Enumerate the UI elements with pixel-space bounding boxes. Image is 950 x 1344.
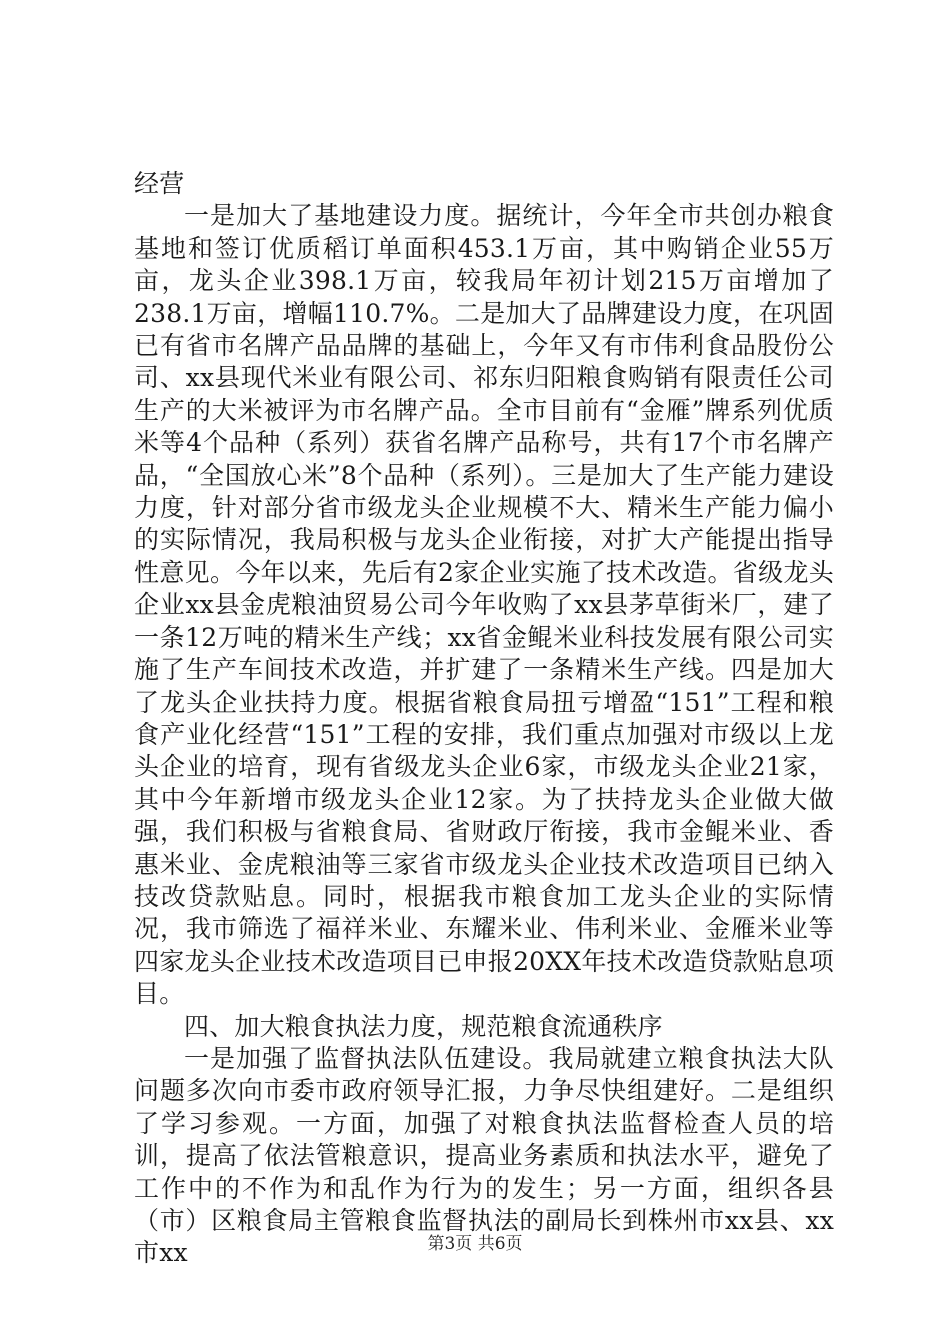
- paragraph-base-construction: 一是加大了基地建设力度。据统计，今年全市共创办粮食基地和签订优质稻订单面积453.1万亩，其中购销企业55万亩，龙头企业398.1万亩，较我局年初计划215万亩增加了238.1万亩，增幅110.7%。二是加大了品牌建设力度，在巩固已有省市名牌产品品牌的基础上，今年又有市伟利食品股份公司、xx县现代米业有限公司、祁东归阳粮食购销有限责任公司生产的大米被评为市名牌产品。全市目前有“金雁”牌系列优质米等4个品种（系列）获省名牌产品称号，共有17个市名牌产品，“全国放心米”8个品种（系列）。三是加大了生产能力建设力度，针对部分省市级龙头企业规模不大、精米生产能力偏小的实际情况，我局积极与龙头企业衔接，对扩大产能提出指导性意见。今年以来，先后有2家企业实施了技术改造。省级龙头企业xx县金虎粮油贸易公司今年收购了xx县茅草街米厂，建了一条12万吨的精米生产线；xx省金鲲米业科技发展有限公司实施了生产车间技术改造，并扩建了一条精米生产线。四是加大了龙头企业扶持力度。根据省粮食局扭亏增盈“151”工程和粮食产业化经营“151”工程的安排，我们重点加强对市级以上龙头企业的培育，现有省级龙头企业6家，市级龙头企业21家，其中今年新增市级龙头企业12家。为了扶持龙头企业做大做强，我们积极与省粮食局、省财政厅衔接，我市金鲲米业、香惠米业、金虎粮油等三家省市级龙头企业技术改造项目已纳入技改贷款贴息。同时，根据我市粮食加工龙头企业的实际情况，我市筛选了福祥米业、东耀米业、伟利米业、金雁米业等四家龙头企业技术改造项目已申报20XX年技术改造贷款贴息项目。: [134, 201, 834, 1009]
- paragraph-continuation: 经营: [134, 169, 185, 198]
- paragraph-supervision-team: 一是加强了监督执法队伍建设。我局就建立粮食执法大队问题多次向市委市政府领导汇报，力争尽快组建好。二是组织了学习参观。一方面，加强了对粮食执法监督检查人员的培训，提高了依法管粮意识，提高业务素质和执法水平，避免了工作中的不作为和乱作为行为的发生；另一方面，组织各县（市）区粮食局主管粮食监督执法的副局长到株州市xx县、xx市xx: [134, 1043, 834, 1268]
- section-heading-law-enforcement: 四、加大粮食执法力度，规范粮食流通秩序: [184, 1011, 663, 1041]
- page-footer: 第3页 共6页: [427, 1234, 523, 1254]
- document-body: [134, 168, 834, 1270]
